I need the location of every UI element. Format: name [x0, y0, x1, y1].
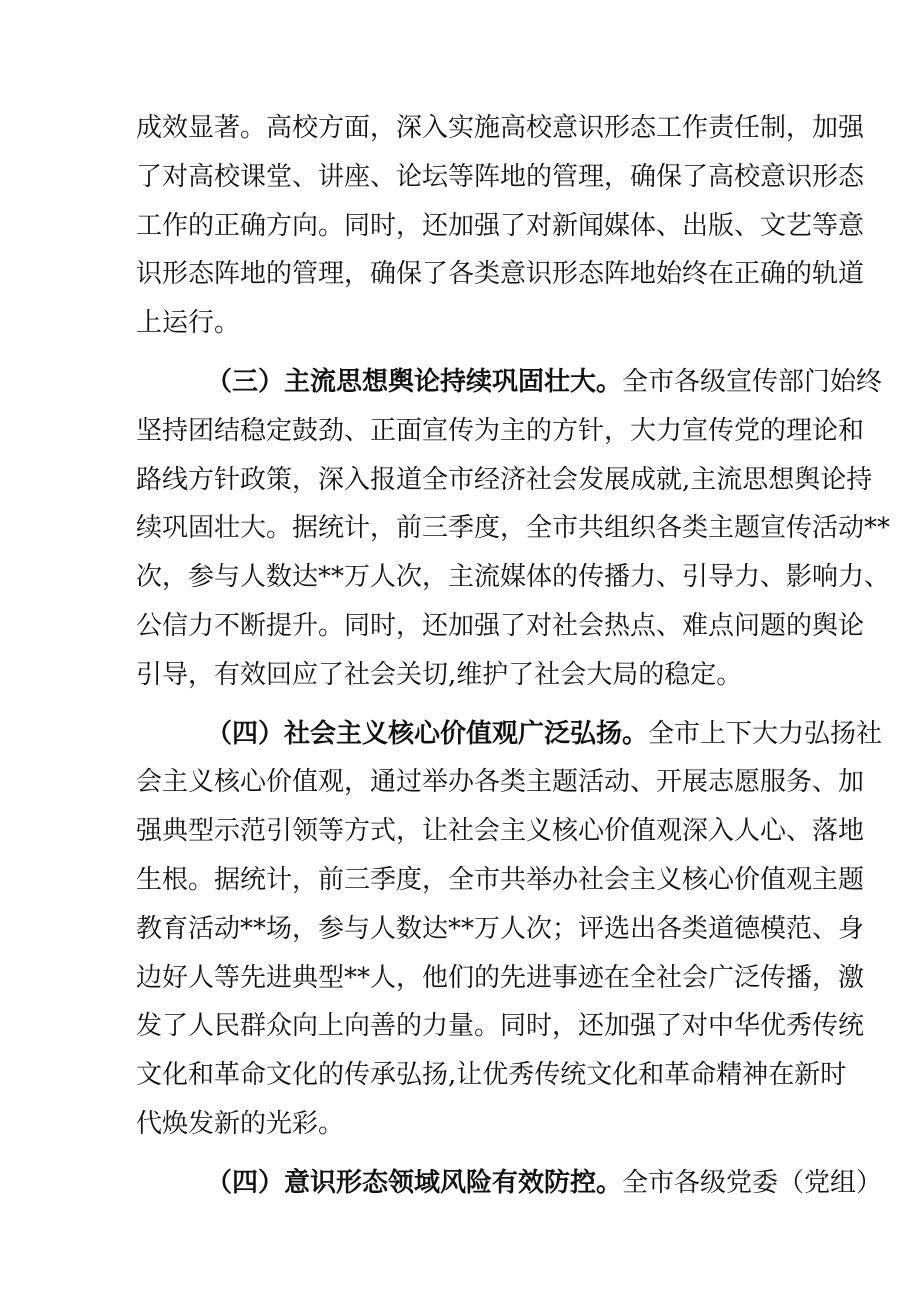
paragraph-3 [136, 710, 883, 1149]
text-line: 坚持团结稳定鼓劲、正面宣传为主的方针，大力宣传党的理论和 [136, 415, 865, 446]
text-line: 工作的正确方向。同时，还加强了对新闻媒体、出版、文艺等意 [136, 210, 865, 241]
text-line: 了对高校课堂、讲座、论坛等阵地的管理，确保了高校意识形态 [136, 161, 865, 192]
text-line: 成效显著。高校方面，深入实施高校意识形态工作责任制，加强 [136, 113, 865, 143]
text-line: 公信力不断提升。同时，还加强了对社会热点、难点问题的舆论 [136, 610, 865, 641]
document-page [136, 104, 891, 1208]
text-line: 代焕发新的光彩。 [136, 1108, 345, 1139]
text-line: 强典型示范引领等方式，让社会主义核心价值观深入人心、落地 [136, 816, 865, 847]
text-run: 全市上下大力弘扬社 [648, 718, 883, 749]
text-line: 次，参与人数达**万人次，主流媒体的传播力、引导力、影响力、 [136, 562, 891, 593]
text-line: 文化和革命文化的传承弘扬,让优秀传统文化和革命精神在新时 [136, 1060, 847, 1091]
paragraph-4 [136, 1159, 883, 1208]
text-line: 续巩固壮大。据统计，前三季度，全市共组织各类主题宣传活动** [136, 513, 891, 544]
text-line: 生根。据统计，前三季度，全市共举办社会主义核心价值观主题 [136, 864, 865, 895]
paragraph-first-line [136, 710, 883, 759]
text-run: 全市各级宣传部门始终 [622, 366, 883, 397]
section-heading: （三）主流思想舆论持续巩固壮大。 [206, 366, 623, 397]
paragraph-first-line [136, 1159, 883, 1208]
text-line: 路线方针政策，深入报道全市经济社会发展成就,主流思想舆论持 [136, 464, 873, 495]
text-line: 边好人等先进典型**人，他们的先进事迹在全社会广泛传播，激 [136, 962, 865, 993]
section-heading: （四）意识形态领域风险有效防控。 [206, 1167, 623, 1198]
text-line: 引导，有效回应了社会关切,维护了社会大局的稳定。 [136, 659, 743, 690]
text-line: 识形态阵地的管理，确保了各类意识形态阵地始终在正确的轨道 [136, 259, 865, 290]
text-line: 上运行。 [136, 308, 241, 339]
paragraph-2 [136, 358, 891, 700]
paragraph-1 [136, 104, 865, 348]
text-line: 发了人民群众向上向善的力量。同时，还加强了对中华优秀传统 [136, 1011, 865, 1042]
paragraph-first-line [136, 358, 883, 407]
text-line: 教育活动**场，参与人数达**万人次；评选出各类道德模范、身 [136, 913, 865, 944]
text-line: 会主义核心价值观，通过举办各类主题活动、开展志愿服务、加 [136, 767, 865, 798]
text-run: 全市各级党委（党组） [622, 1167, 883, 1198]
section-heading: （四）社会主义核心价值观广泛弘扬。 [206, 718, 649, 749]
